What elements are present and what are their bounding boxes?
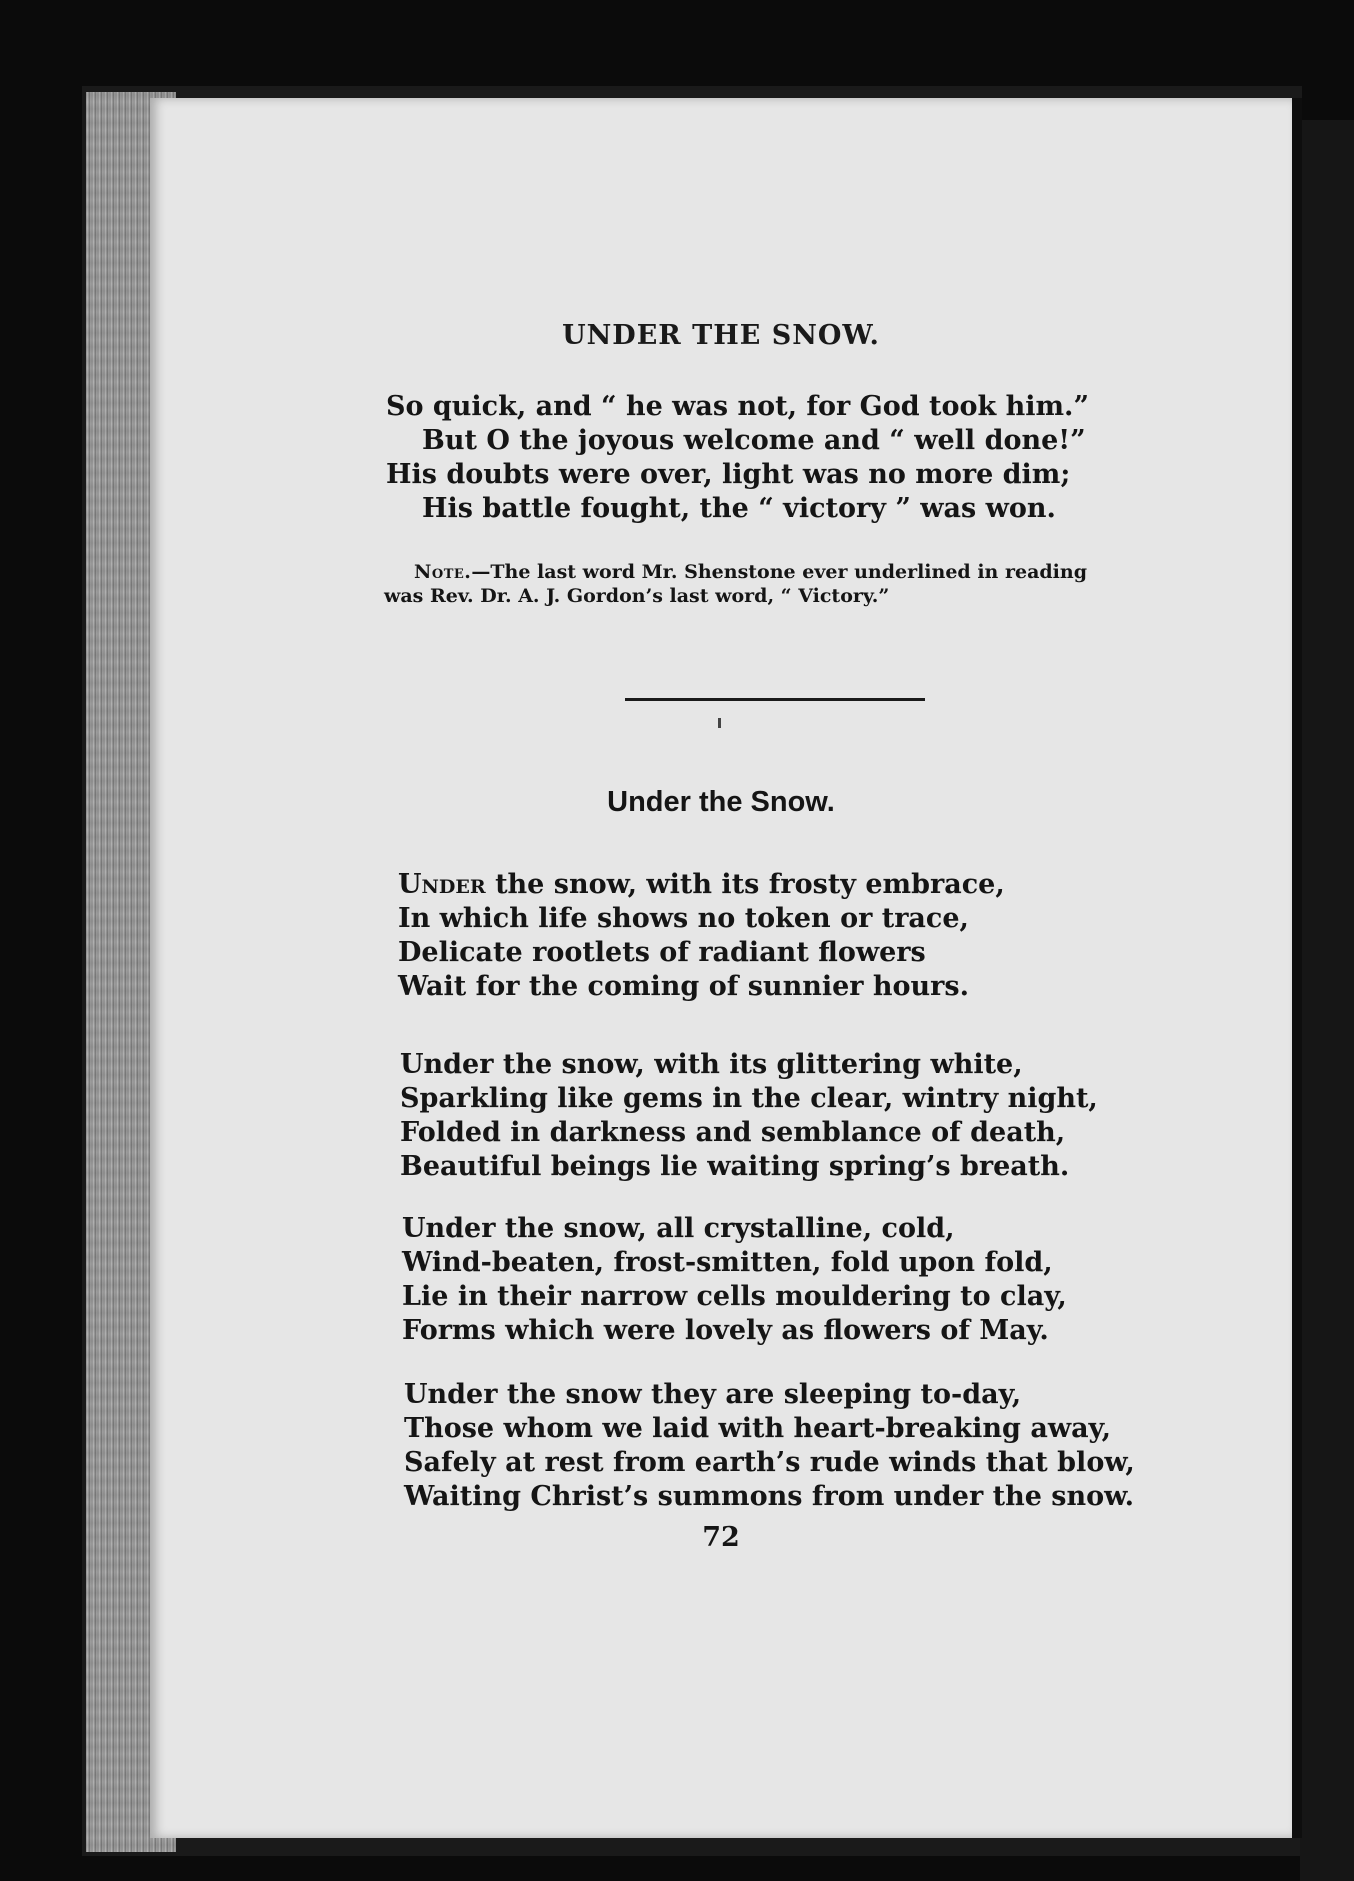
poem-line: But O the joyous welcome and “ well done!” (422, 425, 1086, 456)
poem-line (398, 868, 1005, 902)
poem-line: Safely at rest from earth’s rude winds that blow, (404, 1447, 1135, 1478)
poem-line: Forms which were lovely as flowers of May. (402, 1315, 1049, 1346)
poem-line-rest: the snow, with its frosty embrace, (485, 869, 1005, 900)
poem-line: Lie in their narrow cells mouldering to clay, (402, 1281, 1067, 1312)
poem-line: His doubts were over, light was no more dim; (386, 459, 1071, 490)
poem-line: Under the snow, with its glittering white, (400, 1049, 1023, 1080)
poem-line: Under the snow they are sleeping to-day, (404, 1379, 1022, 1410)
poem-line: Under the snow, all crystalline, cold, (402, 1213, 955, 1244)
poem-line: Wait for the coming of sunnier hours. (398, 971, 969, 1002)
poem-line: Beautiful beings lie waiting spring’s breath. (400, 1151, 1070, 1182)
page-right-edge (1292, 98, 1302, 1838)
footnote (384, 560, 1204, 608)
page-number: 72 (702, 1522, 740, 1553)
poem-line: Waiting Christ’s summons from under the snow. (404, 1481, 1135, 1512)
closing-stanza (386, 390, 1089, 526)
stanza-2 (400, 1048, 1098, 1184)
facing-page-shadow (1300, 120, 1354, 1881)
footnote-label: Note. (414, 561, 472, 583)
small-caps-opening: Under (398, 869, 486, 900)
book-page (150, 98, 1292, 1838)
running-head: UNDER THE SNOW. (562, 320, 880, 351)
poem-line: Sparkling like gems in the clear, wintry night, (400, 1083, 1098, 1114)
poem-line: Those whom we laid with heart-breaking away, (404, 1413, 1112, 1444)
print-speck (718, 718, 721, 728)
poem-line: In which life shows no token or trace, (398, 903, 969, 934)
poem-title: Under the Snow. (607, 786, 835, 818)
footnote-line-1 (384, 560, 1204, 584)
footnote-text-1: —The last word Mr. Shenstone ever underlined in reading (471, 561, 1087, 583)
poem-line: Wind-beaten, frost-smitten, fold upon fold, (402, 1247, 1053, 1278)
poem-line: Delicate rootlets of radiant flowers (398, 937, 926, 968)
section-divider (625, 698, 925, 701)
stanza-4 (404, 1378, 1135, 1514)
footnote-line-2: was Rev. Dr. A. J. Gordon’s last word, “ Victory.” (384, 585, 890, 607)
stanza-1 (398, 868, 1005, 1004)
stanza-3 (402, 1212, 1067, 1348)
poem-line: His battle fought, the “ victory ” was won. (422, 493, 1056, 524)
poem-line: So quick, and “ he was not, for God took him.” (386, 391, 1089, 422)
poem-line: Folded in darkness and semblance of death, (400, 1117, 1066, 1148)
